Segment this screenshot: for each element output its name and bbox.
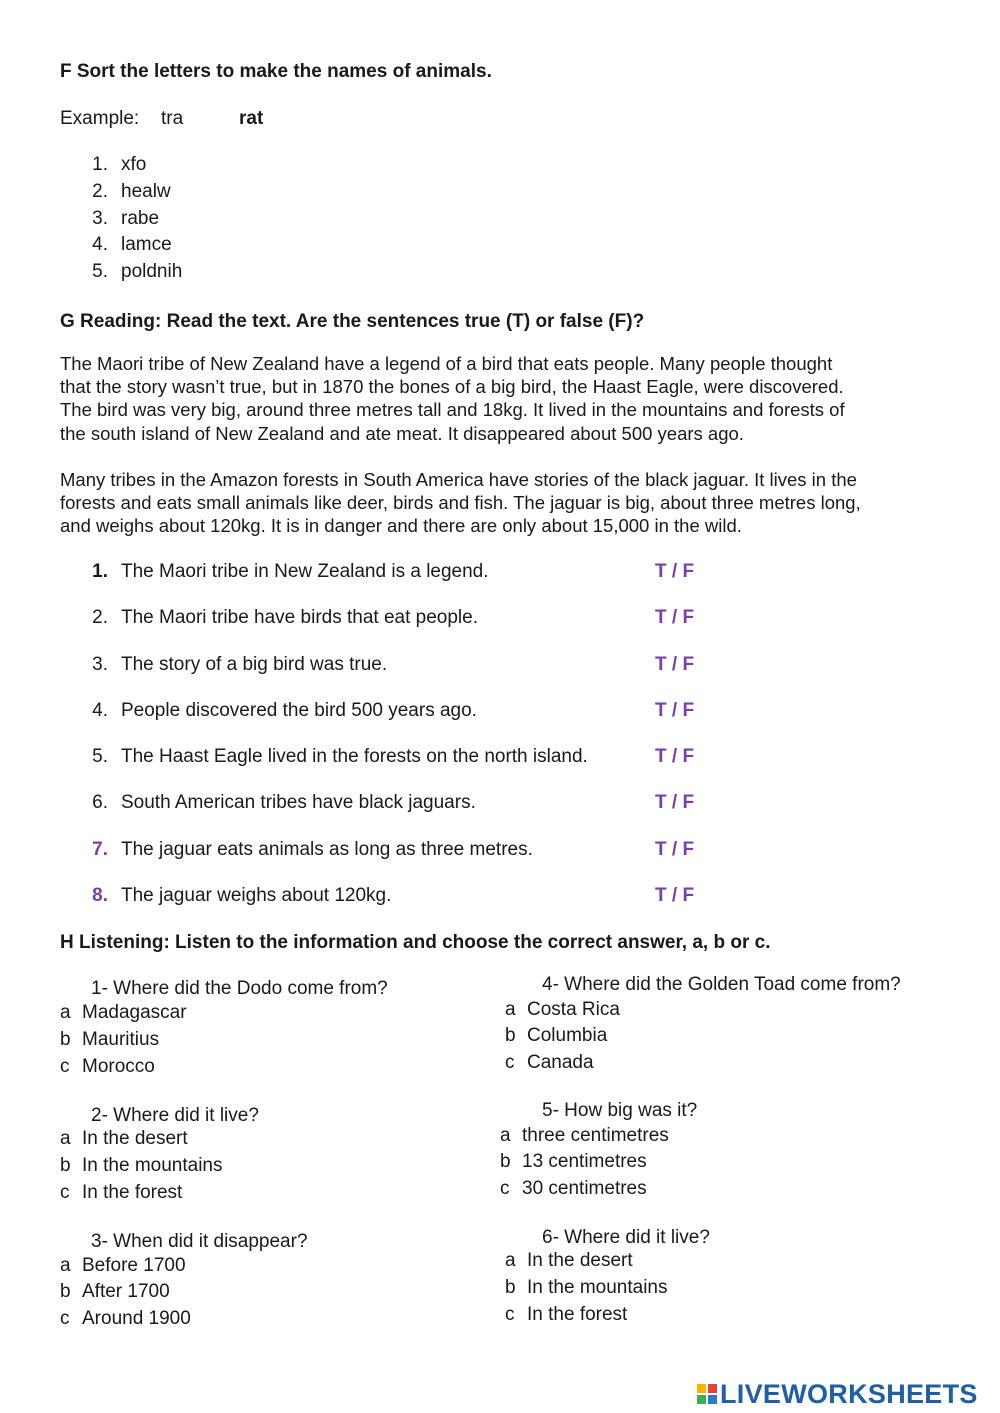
reading-paragraph-1 bbox=[60, 352, 950, 445]
paragraph-line: The bird was very big, around three metres tall and 18kg. It lived in the mountains and forests of bbox=[60, 399, 845, 421]
option-letter: a bbox=[60, 1128, 71, 1149]
statement-number: 4. bbox=[92, 700, 108, 721]
true-false-choice[interactable]: T / F bbox=[655, 607, 695, 628]
example-label: Example: bbox=[60, 108, 140, 129]
statement-text: The jaguar weighs about 120kg. bbox=[121, 885, 392, 906]
scramble-item-number: 5. bbox=[92, 261, 108, 282]
statement-number: 3. bbox=[92, 654, 108, 675]
question-text: 3- When did it disappear? bbox=[91, 1231, 308, 1252]
statement-number: 8. bbox=[92, 885, 108, 906]
option-text[interactable]: Morocco bbox=[82, 1056, 155, 1077]
option-text[interactable]: Madagascar bbox=[82, 1002, 187, 1023]
option-text[interactable]: In the desert bbox=[527, 1250, 633, 1271]
option-letter: c bbox=[505, 1052, 515, 1073]
option-text[interactable]: Around 1900 bbox=[82, 1308, 191, 1329]
scramble-item-word: poldnih bbox=[121, 261, 183, 282]
option-text[interactable]: Before 1700 bbox=[82, 1255, 186, 1276]
scramble-item-number: 1. bbox=[92, 154, 108, 175]
logo-mark-icon bbox=[697, 1384, 717, 1404]
question-text: 1- Where did the Dodo come from? bbox=[91, 978, 388, 999]
option-letter: c bbox=[60, 1308, 70, 1329]
option-text[interactable]: three centimetres bbox=[522, 1125, 669, 1146]
statement-number: 1. bbox=[92, 561, 108, 582]
option-letter: c bbox=[505, 1304, 515, 1325]
true-false-choice[interactable]: T / F bbox=[655, 654, 695, 675]
option-text[interactable]: After 1700 bbox=[82, 1281, 170, 1302]
statement-text: The Maori tribe in New Zealand is a legend. bbox=[121, 561, 489, 582]
example-scrambled: tra bbox=[161, 108, 184, 129]
section-g-heading: G Reading: Read the text. Are the sentences true (T) or false (F)? bbox=[60, 311, 645, 332]
true-false-choice[interactable]: T / F bbox=[655, 561, 695, 582]
option-letter: a bbox=[505, 999, 516, 1020]
statement-text: People discovered the bird 500 years ago. bbox=[121, 700, 477, 721]
scramble-item-word: healw bbox=[121, 181, 171, 202]
true-false-choice[interactable]: T / F bbox=[655, 700, 695, 721]
option-letter: b bbox=[60, 1029, 71, 1050]
liveworksheets-logo bbox=[697, 1376, 978, 1412]
statement-number: 5. bbox=[92, 746, 108, 767]
option-text[interactable]: In the mountains bbox=[82, 1155, 223, 1176]
paragraph-line: and weighs about 120kg. It is in danger and there are only about 15,000 in the wild. bbox=[60, 515, 742, 537]
statement-text: The story of a big bird was true. bbox=[121, 654, 388, 675]
reading-paragraph-2 bbox=[60, 468, 950, 538]
option-text[interactable]: Columbia bbox=[527, 1025, 608, 1046]
question-text: 2- Where did it live? bbox=[91, 1105, 259, 1126]
question-text: 5- How big was it? bbox=[542, 1100, 698, 1121]
scramble-item-number: 2. bbox=[92, 181, 108, 202]
question-text: 6- Where did it live? bbox=[542, 1227, 710, 1248]
option-letter: a bbox=[505, 1250, 516, 1271]
true-false-choice[interactable]: T / F bbox=[655, 746, 695, 767]
example-answer: rat bbox=[239, 108, 264, 129]
option-letter: c bbox=[60, 1056, 70, 1077]
paragraph-line: that the story wasn’t true, but in 1870 the bones of a big bird, the Haast Eagle, were discovered. bbox=[60, 376, 844, 398]
option-letter: c bbox=[60, 1182, 70, 1203]
option-letter: b bbox=[60, 1281, 71, 1302]
option-text[interactable]: Canada bbox=[527, 1052, 594, 1073]
option-text[interactable]: In the forest bbox=[82, 1182, 183, 1203]
paragraph-line: forests and eats small animals like deer, birds and fish. The jaguar is big, about three metres long, bbox=[60, 492, 861, 514]
statement-text: The jaguar eats animals as long as three metres. bbox=[121, 839, 533, 860]
option-letter: a bbox=[60, 1255, 71, 1276]
section-f-heading: F Sort the letters to make the names of animals. bbox=[60, 61, 492, 82]
statement-text: The Maori tribe have birds that eat people. bbox=[121, 607, 478, 628]
option-letter: b bbox=[505, 1277, 516, 1298]
option-text[interactable]: 30 centimetres bbox=[522, 1178, 647, 1199]
statement-text: The Haast Eagle lived in the forests on the north island. bbox=[121, 746, 588, 767]
paragraph-line: Many tribes in the Amazon forests in South America have stories of the black jaguar. It lives in the bbox=[60, 469, 857, 490]
scramble-item-word: lamce bbox=[121, 234, 172, 255]
option-text[interactable]: In the forest bbox=[527, 1304, 628, 1325]
scramble-item-word: xfo bbox=[121, 154, 147, 175]
scramble-item-word: rabe bbox=[121, 208, 160, 229]
true-false-choice[interactable]: T / F bbox=[655, 792, 695, 813]
option-text[interactable]: In the mountains bbox=[527, 1277, 668, 1298]
option-text[interactable]: In the desert bbox=[82, 1128, 188, 1149]
option-letter: c bbox=[500, 1178, 510, 1199]
scramble-item-number: 3. bbox=[92, 208, 108, 229]
option-letter: b bbox=[500, 1151, 511, 1172]
statement-number: 6. bbox=[92, 792, 108, 813]
option-text[interactable]: 13 centimetres bbox=[522, 1151, 647, 1172]
scramble-item-number: 4. bbox=[92, 234, 108, 255]
paragraph-line: The Maori tribe of New Zealand have a legend of a bird that eats people. Many people thought bbox=[60, 353, 833, 374]
question-text: 4- Where did the Golden Toad come from? bbox=[542, 974, 901, 995]
option-letter: b bbox=[60, 1155, 71, 1176]
option-letter: b bbox=[505, 1025, 516, 1046]
option-text[interactable]: Mauritius bbox=[82, 1029, 160, 1050]
statement-number: 2. bbox=[92, 607, 108, 628]
logo-text: LIVEWORKSHEETS bbox=[720, 1378, 978, 1409]
statement-text: South American tribes have black jaguars. bbox=[121, 792, 476, 813]
true-false-choice[interactable]: T / F bbox=[655, 839, 695, 860]
statement-number: 7. bbox=[92, 839, 108, 860]
section-h-heading: H Listening: Listen to the information and choose the correct answer, a, b or c. bbox=[60, 932, 771, 953]
paragraph-line: the south island of New Zealand and ate meat. It disappeared about 500 years ago. bbox=[60, 422, 744, 444]
option-letter: a bbox=[60, 1002, 71, 1023]
option-text[interactable]: Costa Rica bbox=[527, 999, 620, 1020]
option-letter: a bbox=[500, 1125, 511, 1146]
true-false-choice[interactable]: T / F bbox=[655, 885, 695, 906]
